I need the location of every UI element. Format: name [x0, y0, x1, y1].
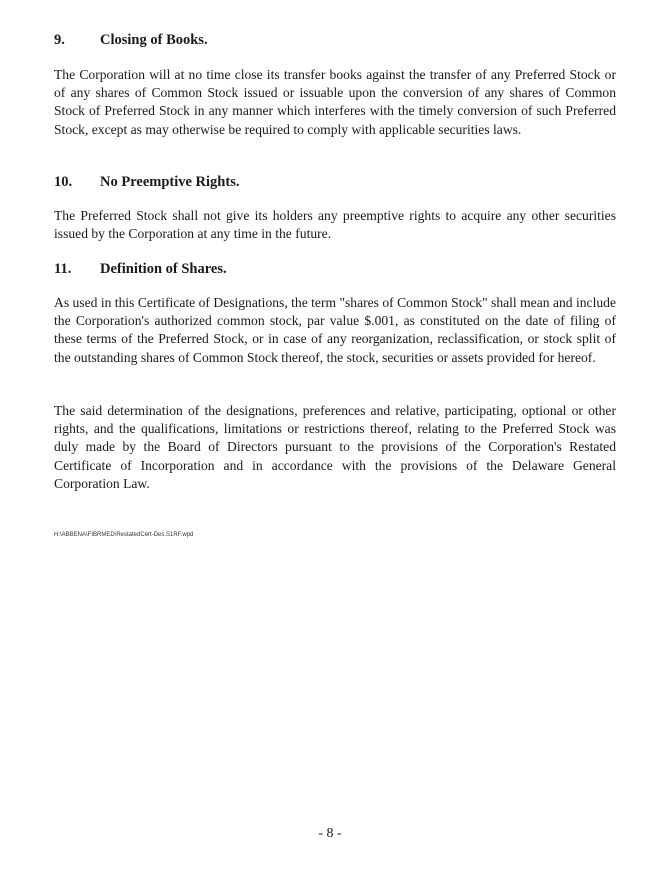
section-11-title: Definition of Shares. [100, 261, 227, 277]
section-9-title: Closing of Books. [100, 32, 208, 48]
section-11-body: As used in this Certificate of Designations, the term "shares of Common Stock" shall mean and include the Corporation's authorized common stock, par value $.001, as constituted on the date of filing of these terms of the Preferred Stock, or in case of any reorganization, reclassification, or stock split of the outstanding shares of Common Stock thereof, the stock, securities or assets provided for hereof. [54, 295, 616, 365]
page-number: - 8 - [318, 826, 342, 841]
closing-paragraph: The said determination of the designations, preferences and relative, participating, optional or other rights, and the qualifications, limitations or restrictions thereof, relating to the Preferred Stock was duly made by the Board of Directors pursuant to the provisions of the Corporation's Restated Certificate of Incorporation and in accordance with the provisions of the Delaware General Corporation Law. [54, 403, 616, 491]
section-9-number: 9. [54, 32, 65, 48]
section-10-number: 10. [54, 174, 73, 190]
section-10-heading [54, 174, 239, 191]
section-11-number: 11. [54, 261, 72, 277]
file-reference: H:\ABBENA\FIBRMED\RestatedCert-Des.S1RF.wpd [54, 532, 194, 538]
section-10-title: No Preemptive Rights. [100, 174, 240, 190]
section-9-heading [54, 32, 208, 49]
section-9-body: The Corporation will at no time close its transfer books against the transfer of any Preferred Stock or of any shares of Common Stock issued or issuable upon the conversion of any shares of Common Stock of Preferred Stock in any manner which interferes with the timely conversion of such Preferred Stock, except as may otherwise be required to comply with applicable securities laws. [54, 67, 616, 137]
section-11-heading [54, 261, 227, 278]
section-10-body: The Preferred Stock shall not give its holders any preemptive rights to acquire any other securities issued by the Corporation at any time in the future. [54, 208, 616, 242]
